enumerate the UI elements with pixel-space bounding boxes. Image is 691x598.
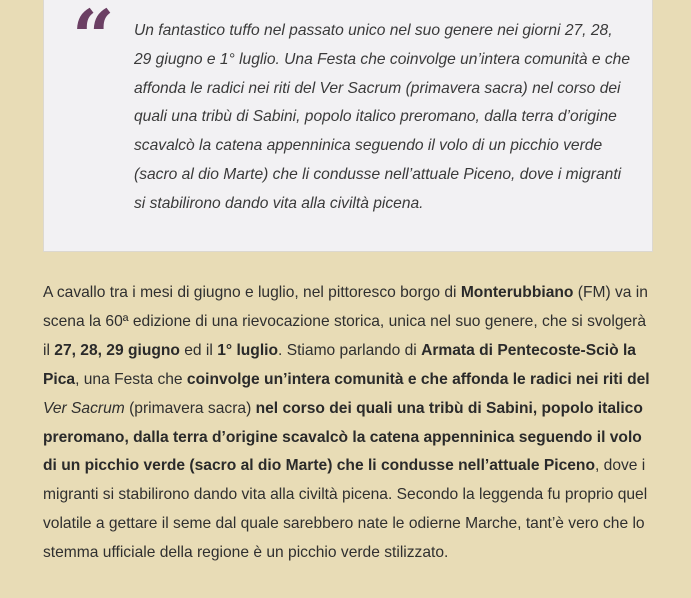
event-dates: 27, 28, 29 giugno: [54, 341, 180, 359]
blockquote: [43, 0, 653, 252]
town-name: Monterubbiano: [460, 284, 574, 301]
event-name: Armata di Pentecoste-Sciò la Pica: [43, 341, 636, 388]
text-segment: , dove i migranti si stabilirono dando vita alla civiltà picena. Secondo la leggenda fu proprio quel volatile a gettare il seme dal quale sarebbero nate le odierne Marche, tant’è vero che lo stemma ufficiale della regione è un picchio verde stilizzato.: [43, 457, 648, 562]
text-segment: , una Festa che: [75, 370, 187, 388]
quote-text: Un fantastico tuffo nel passato unico nel suo genere nei giorni 27, 28, 29 giugno e 1° luglio. Una Festa che coinvolge un’intera comunità e che affonda le radici nei riti del Ver Sacrum (primavera sacra) nel corso dei quali una tribù di Sabini, popolo italico preromano, dalla terra d’origine scavalcò la catena appenninica seguendo il volo di un picchio verde (sacro al dio Marte) che li condusse nell’attuale Piceno, dove i migranti si stabilirono dando vita alla civiltà picena.: [134, 22, 631, 212]
event-date-july: 1° luglio: [217, 341, 279, 359]
emphasis-text: coinvolge un’intera comunità e che affonda le radici nei riti del: [186, 370, 650, 388]
text-segment: (FM) va in scena la 60ª edizione di una rievocazione storica, unica nel suo genere, che si svolgerà il: [43, 284, 648, 359]
text-segment: A cavallo tra i mesi di giugno e luglio, nel pittoresco borgo di: [43, 284, 461, 301]
ver-sacrum-term: Ver Sacrum: [43, 399, 125, 417]
quote-mark-icon: “: [72, 0, 115, 81]
article-paragraph: [43, 279, 657, 568]
text-segment: . Stiamo parlando di: [278, 341, 422, 359]
text-segment: (primavera sacra): [124, 399, 256, 417]
text-segment: ed il: [179, 341, 218, 359]
emphasis-text: nel corso dei quali una tribù di Sabini, popolo italico preromano, dalla terra d’origine scavalcò la catena appenninica seguendo il volo di un picchio verde (sacro al dio Marte) che li condusse nell’attuale Piceno: [43, 399, 643, 475]
